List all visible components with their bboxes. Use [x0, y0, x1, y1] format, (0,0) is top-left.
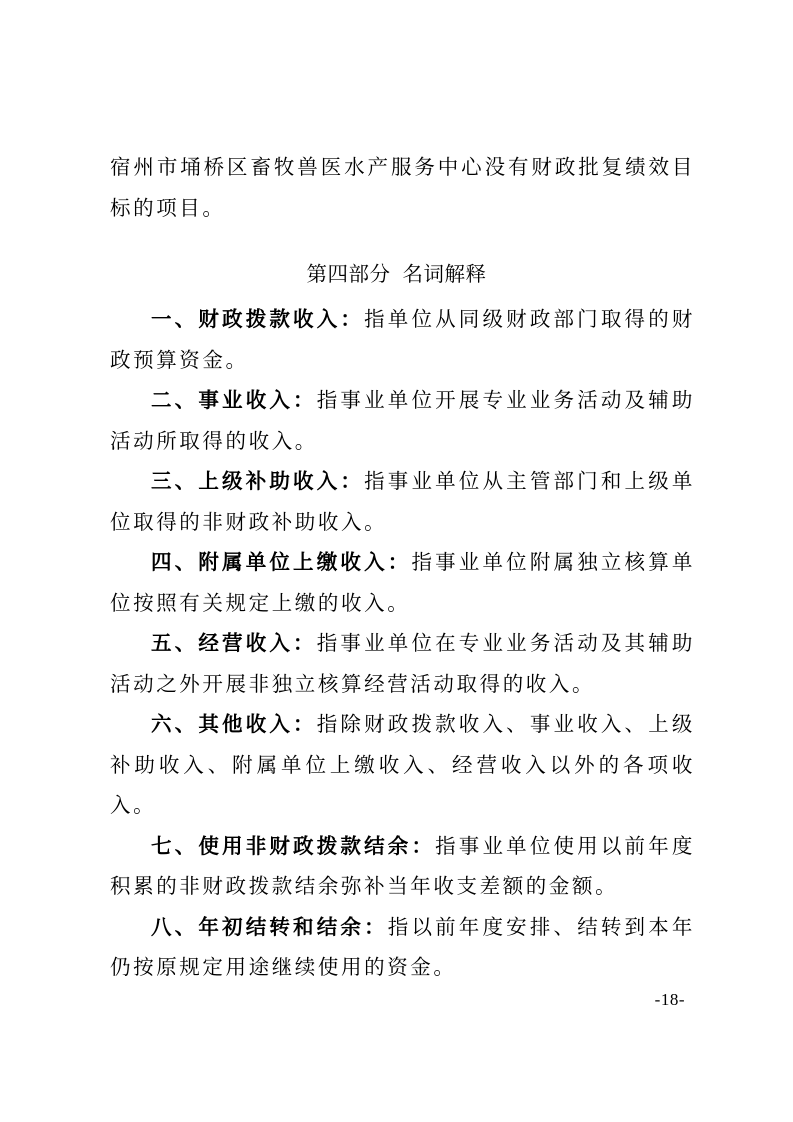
definition-text: 指事业单位使用以前年度积累的非财政拨款结余弥补当年收支差额的金额。	[110, 833, 695, 898]
definition-item	[110, 826, 695, 907]
definition-term: 三、上级补助收入：	[151, 469, 365, 493]
definition-text: 指除财政拨款收入、事业收入、上级补助收入、附属单位上缴收入、经营收入以外的各项收入。	[110, 712, 695, 817]
definition-term: 一、财政拨款收入：	[151, 307, 365, 331]
definition-item	[110, 907, 695, 988]
definition-text: 指事业单位开展专业业务活动及辅助活动所取得的收入。	[110, 388, 695, 453]
section-part: 第四部分	[306, 262, 391, 286]
definition-item	[110, 704, 695, 826]
definition-text: 指单位从同级财政部门取得的财政预算资金。	[110, 307, 695, 372]
definition-term: 五、经营收入：	[151, 631, 317, 655]
definition-text: 指事业单位附属独立核算单位按照有关规定上缴的收入。	[110, 550, 695, 615]
definition-item	[110, 380, 695, 461]
definition-text: 指以前年度安排、结转到本年仍按原规定用途继续使用的资金。	[110, 914, 696, 979]
definition-term: 四、附属单位上缴收入：	[151, 550, 412, 574]
definition-text: 指事业单位从主管部门和上级单位取得的非财政补助收入。	[110, 469, 695, 534]
definition-item	[110, 542, 695, 623]
definition-term: 二、事业收入：	[151, 388, 317, 412]
intro-paragraph: 宿州市埇桥区畜牧兽医水产服务中心没有财政批复绩效目标的项目。	[110, 155, 695, 220]
definition-item	[110, 623, 695, 704]
definition-item	[110, 299, 695, 380]
section-heading	[0, 256, 793, 292]
definition-item	[110, 461, 695, 542]
definitions-list	[110, 299, 695, 988]
definition-term: 六、其他收入：	[151, 712, 317, 736]
section-title: 名词解释	[402, 262, 487, 286]
definition-term: 七、使用非财政拨款结余：	[151, 833, 436, 858]
page-number: -18-	[654, 990, 685, 1009]
definition-term: 八、年初结转和结余：	[151, 914, 388, 939]
definition-text: 指事业单位在专业业务活动及其辅助活动之外开展非独立核算经营活动取得的收入。	[110, 631, 695, 696]
